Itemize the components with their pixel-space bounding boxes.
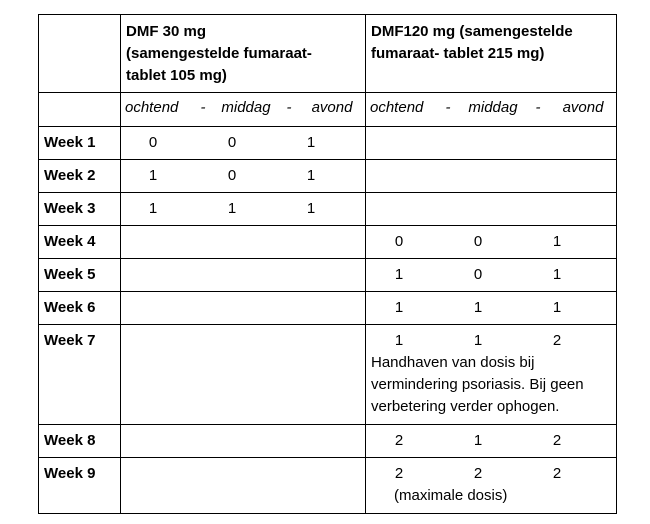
dose-note (366, 352, 616, 424)
dmf30-dose-cell (121, 425, 366, 458)
dmf120-dose-cell (366, 325, 617, 425)
subheader-noon: middag (468, 99, 518, 116)
dose-noon: 0 (473, 266, 483, 283)
dmf30-header-line: DMF 30 mg (126, 23, 207, 40)
dmf30-dose-cell (121, 193, 366, 226)
week-label: Week 3 (39, 193, 121, 226)
dose-evening: 2 (552, 332, 562, 349)
corner-cell (39, 15, 121, 93)
dose-note (366, 485, 616, 513)
subheader-noon: middag (221, 99, 271, 116)
dose-note-line: verbetering verder ophogen. (371, 398, 560, 415)
dmf120-dose-cell (366, 292, 617, 325)
week-label: Week 7 (39, 325, 121, 425)
dose-noon: 1 (473, 299, 483, 316)
subheader-evening: avond (311, 99, 353, 116)
week-label: Week 9 (39, 458, 121, 514)
dmf30-dose-cell (121, 226, 366, 259)
dmf30-subheader (121, 93, 366, 127)
dose-evening: 1 (306, 200, 316, 217)
week-label: Week 4 (39, 226, 121, 259)
header-row (39, 15, 617, 93)
dose-noon: 0 (227, 167, 237, 184)
dmf30-header-line: (samengestelde fumaraat- (126, 45, 312, 62)
dmf30-dose-cell (121, 127, 366, 160)
subheader-row (39, 93, 617, 127)
dose-morning: 1 (394, 299, 404, 316)
dose-morning: 1 (394, 332, 404, 349)
subheader-separator: - (200, 99, 206, 116)
dose-note-line: Handhaven van dosis bij (371, 354, 535, 371)
dose-noon: 2 (473, 465, 483, 482)
dose-noon: 1 (473, 432, 483, 449)
dmf30-header-line: tablet 105 mg) (126, 67, 227, 84)
table-row (39, 425, 617, 458)
table-row (39, 292, 617, 325)
week-label: Week 8 (39, 425, 121, 458)
week-label: Week 5 (39, 259, 121, 292)
subheader-empty-cell (39, 93, 121, 127)
dose-note-line: vermindering psoriasis. Bij geen (371, 376, 584, 393)
dmf120-dose-cell (366, 458, 617, 514)
dmf30-dose-cell (121, 292, 366, 325)
table-row (39, 325, 617, 425)
dose-note-line: (maximale dosis) (394, 487, 508, 504)
dose-noon: 1 (227, 200, 237, 217)
subheader-evening: avond (562, 99, 604, 116)
week-label: Week 6 (39, 292, 121, 325)
dose-morning: 1 (394, 266, 404, 283)
dmf120-dose-cell (366, 226, 617, 259)
dose-morning: 2 (394, 432, 404, 449)
table-row (39, 458, 617, 514)
dosing-schedule-table (38, 14, 617, 514)
dose-evening: 1 (552, 233, 562, 250)
subheader-separator: - (286, 99, 292, 116)
dose-morning: 2 (394, 465, 404, 482)
dose-evening: 1 (552, 299, 562, 316)
week-label: Week 2 (39, 160, 121, 193)
dmf120-header-line: fumaraat- tablet 215 mg) (371, 45, 545, 62)
dmf120-dose-cell (366, 259, 617, 292)
dose-evening: 2 (552, 432, 562, 449)
dmf30-dose-cell (121, 458, 366, 514)
dmf120-header-line: DMF120 mg (samengestelde (371, 23, 573, 40)
dose-morning: 0 (394, 233, 404, 250)
subheader-morning: ochtend (125, 99, 179, 116)
table-row (39, 226, 617, 259)
dose-evening: 1 (306, 134, 316, 151)
table-row (39, 127, 617, 160)
dmf120-subheader (366, 93, 617, 127)
dose-morning: 1 (148, 200, 158, 217)
dose-noon: 1 (473, 332, 483, 349)
dose-evening: 1 (306, 167, 316, 184)
subheader-separator: - (535, 99, 541, 116)
table-row (39, 193, 617, 226)
dmf30-header (121, 15, 366, 93)
dmf120-dose-cell (366, 160, 617, 193)
table-row (39, 259, 617, 292)
dose-morning: 1 (148, 167, 158, 184)
dose-evening: 1 (552, 266, 562, 283)
subheader-morning: ochtend (370, 99, 424, 116)
dmf30-dose-cell (121, 259, 366, 292)
dmf120-dose-cell (366, 425, 617, 458)
dmf30-dose-cell (121, 325, 366, 425)
dose-noon: 0 (227, 134, 237, 151)
dose-noon: 0 (473, 233, 483, 250)
week-label: Week 1 (39, 127, 121, 160)
table-row (39, 160, 617, 193)
dmf120-dose-cell (366, 127, 617, 160)
dose-morning: 0 (148, 134, 158, 151)
subheader-separator: - (445, 99, 451, 116)
dmf30-dose-cell (121, 160, 366, 193)
dmf120-dose-cell (366, 193, 617, 226)
dmf120-header (366, 15, 617, 93)
dose-evening: 2 (552, 465, 562, 482)
